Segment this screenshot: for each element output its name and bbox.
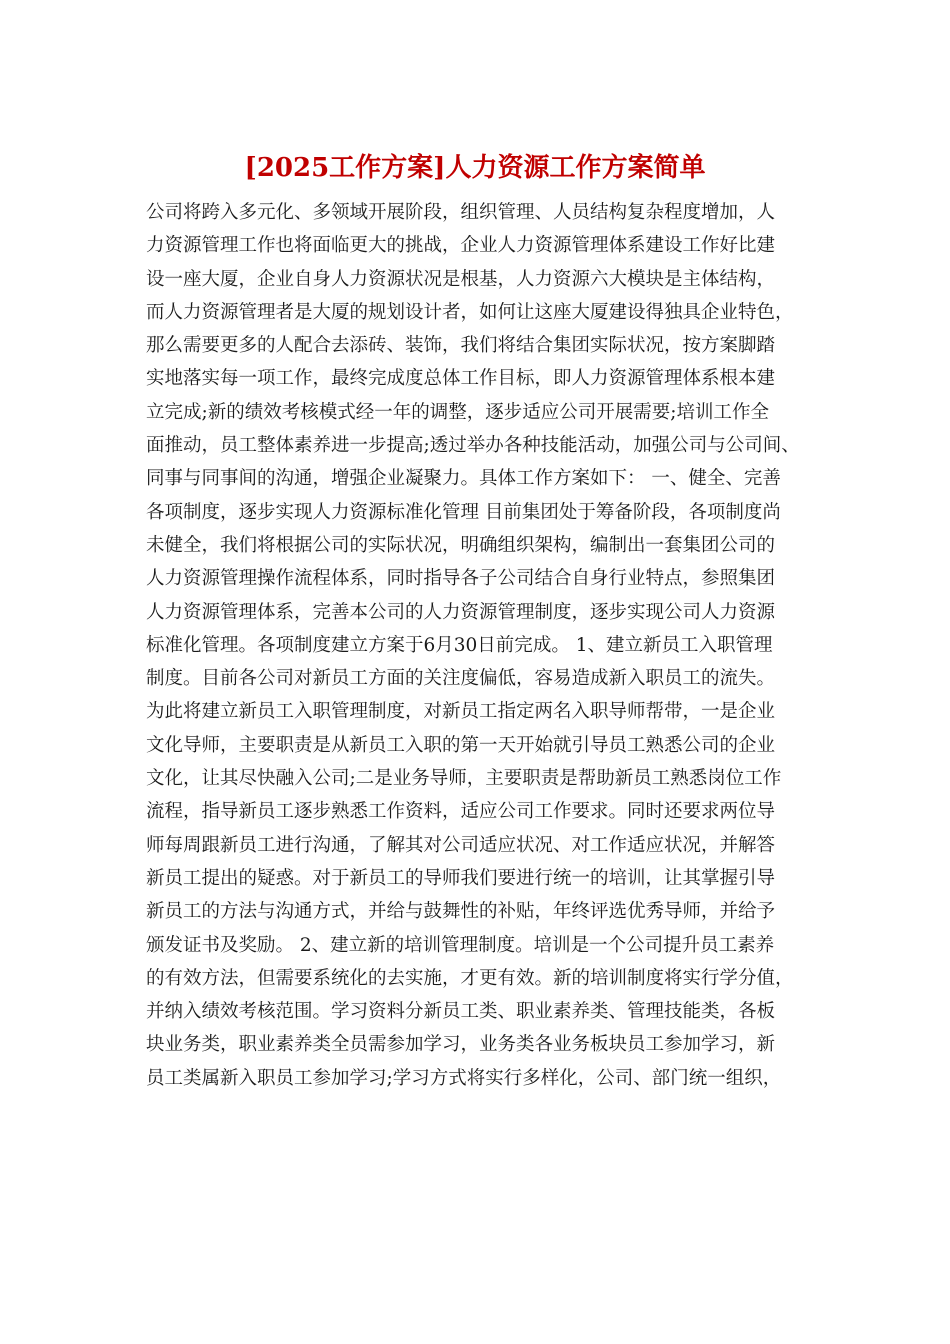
body-line: 未健全，我们将根据公司的实际状况，明确组织架构，编制出一套集团公司的 <box>146 534 776 556</box>
body-line: 人力资源管理体系，完善本公司的人力资源管理制度，逐步实现公司人力资源 <box>146 601 776 623</box>
document-body <box>146 196 826 1095</box>
body-line: 面推动，员工整体素养进一步提高;透过举办各种技能活动，加强公司与公司间、 <box>146 435 800 457</box>
body-line: 标准化管理。各项制度建立方案于6月30日前完成。 1、建立新员工入职管理 <box>146 634 773 656</box>
body-line: 流程，指导新员工逐步熟悉工作资料，适应公司工作要求。同时还要求两位导 <box>146 801 776 823</box>
body-line: 师每周跟新员工进行沟通，了解其对公司适应状况、对工作适应状况，并解答 <box>146 834 776 856</box>
body-line: 力资源管理工作也将面临更大的挑战，企业人力资源管理体系建设工作好比建 <box>146 235 776 257</box>
body-line: 制度。目前各公司对新员工方面的关注度偏低，容易造成新入职员工的流失。 <box>146 668 776 690</box>
body-line: 新员工的方法与沟通方式，并给与鼓舞性的补贴，年终评选优秀导师，并给予 <box>146 901 776 923</box>
body-line: 的有效方法，但需要系统化的去实施，才更有效。新的培训制度将实行学分值， <box>146 967 794 989</box>
body-line: 那么需要更多的人配合去添砖、装饰，我们将结合集团实际状况，按方案脚踏 <box>146 335 776 357</box>
body-line: 公司将跨入多元化、多领域开展阶段，组织管理、人员结构复杂程度增加，人 <box>146 202 776 223</box>
body-line: 文化，让其尽快融入公司;二是业务导师，主要职责是帮助新员工熟悉岗位工作 <box>146 768 782 790</box>
document-title: [2025工作方案]人力资源工作方案简单 <box>244 153 706 183</box>
body-line: 各项制度，逐步实现人力资源标准化管理 目前集团处于筹备阶段，各项制度尚 <box>146 501 781 523</box>
body-line: 新员工提出的疑惑。对于新员工的导师我们要进行统一的培训，让其掌握引导 <box>146 867 776 889</box>
body-line: 而人力资源管理者是大厦的规划设计者，如何让这座大厦建设得独具企业特色， <box>146 301 794 323</box>
body-line: 颁发证书及奖励。 2、建立新的培训管理制度。培训是一个公司提升员工素养 <box>146 934 775 956</box>
body-line: 设一座大厦，企业自身人力资源状况是根基，人力资源六大模块是主体结构， <box>146 268 776 290</box>
body-line: 人力资源管理操作流程体系，同时指导各子公司结合自身行业特点，参照集团 <box>146 568 776 590</box>
body-line: 实地落实每一项工作，最终完成度总体工作目标，即人力资源管理体系根本建 <box>146 368 776 390</box>
body-line: 为此将建立新员工入职管理制度，对新员工指定两名入职导师帮带，一是企业 <box>146 701 776 723</box>
body-line: 员工类属新入职员工参加学习;学习方式将实行多样化，公司、部门统一组织， <box>146 1067 782 1089</box>
body-line: 文化导师，主要职责是从新员工入职的第一天开始就引导员工熟悉公司的企业 <box>146 734 776 756</box>
body-line: 同事与同事间的沟通，增强企业凝聚力。具体工作方案如下： 一、健全、完善 <box>146 468 781 490</box>
body-line: 并纳入绩效考核范围。学习资料分新员工类、职业素养类、管理技能类，各板 <box>146 1001 776 1023</box>
body-line: 块业务类，职业素养类全员需参加学习，业务类各业务板块员工参加学习，新 <box>146 1034 776 1056</box>
body-line: 立完成;新的绩效考核模式经一年的调整，逐步适应公司开展需要;培训工作全 <box>146 401 769 423</box>
